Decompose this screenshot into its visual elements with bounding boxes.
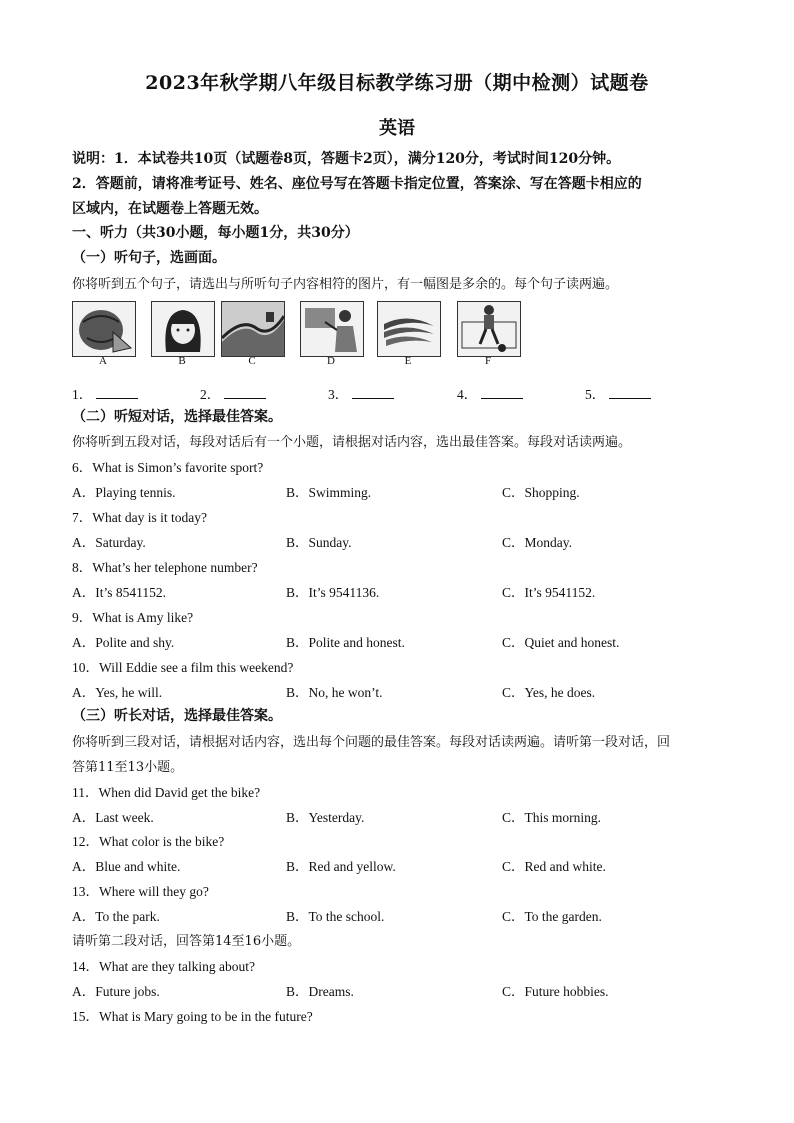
q9-option-a[interactable]: A．Polite and shy. <box>72 635 175 650</box>
subject-title: 英语 <box>379 118 415 139</box>
q14-option-c[interactable]: C．Future hobbies. <box>502 984 609 999</box>
q7-option-c[interactable]: C．Monday. <box>502 535 572 550</box>
q12-option-b[interactable]: B．Red and yellow. <box>286 859 396 874</box>
q10-option-a[interactable]: A．Yes, he will. <box>72 685 163 700</box>
q6-option-b[interactable]: B．Swimming. <box>286 485 372 500</box>
great-wall-picture <box>221 301 285 357</box>
q14-option-a[interactable]: A．Future jobs. <box>72 984 160 999</box>
picture-label-f: F <box>484 355 492 367</box>
answer-blank-1[interactable] <box>72 383 138 403</box>
q11-option-a[interactable]: A．Last week. <box>72 810 154 825</box>
answer-blank-4[interactable] <box>457 383 523 403</box>
section-heading-listening: 一、听力（共30小题，每小题1分，共30分） <box>72 225 359 241</box>
picture-label-a: A <box>99 355 107 367</box>
question-13: 13．Where will they go? <box>72 884 209 899</box>
q11-option-c[interactable]: C．This morning. <box>502 810 602 825</box>
picture-label-b: B <box>178 355 186 367</box>
q6-option-a[interactable]: A．Playing tennis. <box>72 485 176 500</box>
q10-option-b[interactable]: B．No, he won’t. <box>286 685 383 700</box>
bananas-picture <box>377 301 441 357</box>
blank-number: 2． <box>200 387 221 402</box>
q10-option-c[interactable]: C．Yes, he does. <box>502 685 596 700</box>
part3-directions-line-1: 你将听到三段对话，请根据对话内容，选出每个问题的最佳答案。每段对话读两遍。请听第一段对话，回 <box>72 735 671 750</box>
q6-option-c[interactable]: C．Shopping. <box>502 485 580 500</box>
question-11: 11．When did David get the bike? <box>72 785 261 800</box>
part1-directions: 你将听到五个句子，请选出与所听句子内容相符的图片，有一幅图是多余的。每个句子读两遍。 <box>72 277 619 292</box>
part2-directions: 你将听到五段对话，每段对话后有一个小题，请根据对话内容，选出最佳答案。每段对话读两遍。 <box>72 435 632 450</box>
soccer-player-picture <box>457 301 521 357</box>
q13-option-a[interactable]: A．To the park. <box>72 909 160 924</box>
question-9: 9．What is Amy like? <box>72 610 194 625</box>
exam-title: 2023年秋学期八年级目标教学练习册（期中检测）试题卷 <box>145 72 649 94</box>
q13-option-c[interactable]: C．To the garden. <box>502 909 602 924</box>
q9-option-b[interactable]: B．Polite and honest. <box>286 635 405 650</box>
watermelon-picture <box>72 301 136 357</box>
teacher-picture <box>300 301 364 357</box>
blank-number: 4． <box>457 387 478 402</box>
part3-heading: （三）听长对话，选择最佳答案。 <box>72 708 282 724</box>
q8-option-a[interactable]: A．It’s 8541152. <box>72 585 166 600</box>
q12-option-c[interactable]: C．Red and white. <box>502 859 606 874</box>
part2-heading: （二）听短对话，选择最佳答案。 <box>72 409 282 425</box>
answer-blank-5[interactable] <box>585 383 651 403</box>
question-6: 6．What is Simon’s favorite sport? <box>72 460 264 475</box>
girl-picture <box>151 301 215 357</box>
instructions-line-1: 说明：1．本试卷共10页（试题卷8页，答题卡2页），满分120分，考试时间120分钟。 <box>72 151 621 167</box>
q14-option-b[interactable]: B．Dreams. <box>286 984 354 999</box>
question-15: 15．What is Mary going to be in the future? <box>72 1009 313 1024</box>
q13-option-b[interactable]: B．To the school. <box>286 909 385 924</box>
q12-option-a[interactable]: A．Blue and white. <box>72 859 181 874</box>
q11-option-b[interactable]: B．Yesterday. <box>286 810 365 825</box>
part3-directions-line-2: 答第11至13小题。 <box>72 760 184 775</box>
picture-label-d: D <box>327 355 335 367</box>
instructions-line-3: 区域内，在试题卷上答题无效。 <box>72 201 268 217</box>
question-7: 7．What day is it today? <box>72 510 207 525</box>
q8-option-b[interactable]: B．It’s 9541136. <box>286 585 380 600</box>
answer-blank-3[interactable] <box>328 383 394 403</box>
answer-blank-2[interactable] <box>200 383 266 403</box>
question-10: 10．Will Eddie see a film this weekend? <box>72 660 294 675</box>
q9-option-c[interactable]: C．Quiet and honest. <box>502 635 620 650</box>
question-12: 12．What color is the bike? <box>72 834 225 849</box>
q8-option-c[interactable]: C．It’s 9541152. <box>502 585 596 600</box>
question-14: 14．What are they talking about? <box>72 959 255 974</box>
second-dialogue-directions: 请听第二段对话，回答第14至16小题。 <box>72 934 301 949</box>
q7-option-a[interactable]: A．Saturday. <box>72 535 146 550</box>
picture-label-e: E <box>404 355 412 367</box>
blank-number: 1． <box>72 387 93 402</box>
question-8: 8．What’s her telephone number? <box>72 560 258 575</box>
picture-label-c: C <box>248 355 256 367</box>
instructions-line-2: 2．答题前，请将准考证号、姓名、座位号写在答题卡指定位置，答案涂、写在答题卡相应的 <box>72 176 642 192</box>
blank-number: 5． <box>585 387 606 402</box>
q7-option-b[interactable]: B．Sunday. <box>286 535 352 550</box>
blank-number: 3． <box>328 387 349 402</box>
part1-heading: （一）听句子，选画面。 <box>72 250 226 266</box>
